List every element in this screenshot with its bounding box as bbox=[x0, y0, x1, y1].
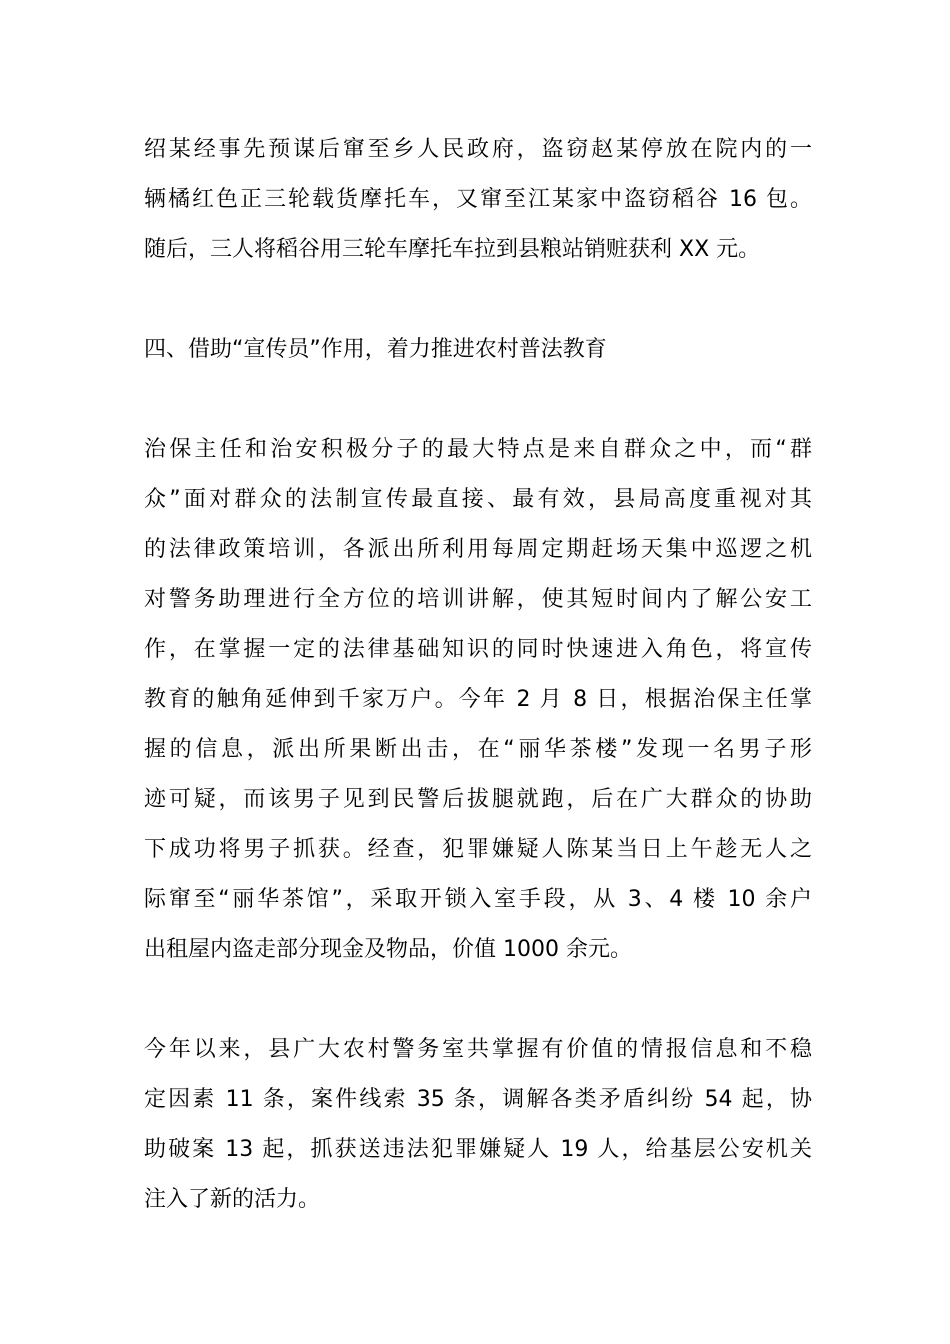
text-line: 助破案 13 起，抓获送违法犯罪嫌疑人 19 人，给基层公安机关 bbox=[144, 1137, 812, 1162]
paragraph-statistics bbox=[144, 1025, 812, 1225]
text-line: 随后，三人将稻谷用三轮车摩托车拉到县粮站销赃获利 XX 元。 bbox=[144, 237, 761, 262]
paragraph-spacer bbox=[144, 275, 812, 325]
text-line: 定因素 11 条，案件线索 35 条，调解各类矛盾纠纷 54 起，协 bbox=[144, 1087, 812, 1112]
text-line: 出租屋内盗走部分现金及物品，价值 1000 余元。 bbox=[144, 937, 632, 962]
text-line: 绍某经事先预谋后窜至乡人民政府，盗窃赵某停放在院内的一 bbox=[144, 137, 812, 162]
text-line: 际窜至“丽华茶馆”，采取开锁入室手段，从 3、4 楼 10 余户 bbox=[144, 887, 812, 912]
text-line: 辆橘红色正三轮载货摩托车，又窜至江某家中盗窃稻谷 16 包。 bbox=[144, 187, 812, 212]
paragraph-theft-case bbox=[144, 125, 812, 275]
text-line: 作，在掌握一定的法律基础知识的同时快速进入角色，将宣传 bbox=[144, 637, 812, 662]
paragraph-spacer bbox=[144, 975, 812, 1025]
section-heading: 四、借助“宣传员”作用，着力推进农村普法教育 bbox=[144, 337, 607, 362]
text-line: 下成功将男子抓获。经查，犯罪嫌疑人陈某当日上午趁无人之 bbox=[144, 837, 812, 862]
text-line: 今年以来，县广大农村警务室共掌握有价值的情报信息和不稳 bbox=[144, 1037, 812, 1062]
text-line: 教育的触角延伸到千家万户。今年 2 月 8 日，根据治保主任掌 bbox=[144, 687, 812, 712]
text-line: 的法律政策培训，各派出所利用每周定期赶场天集中巡逻之机 bbox=[144, 537, 812, 562]
paragraph-legal-education bbox=[144, 425, 812, 975]
text-line: 注入了新的活力。 bbox=[144, 1187, 321, 1212]
text-line: 对警务助理进行全方位的培训讲解，使其短时间内了解公安工 bbox=[144, 587, 812, 612]
text-line: 迹可疑，而该男子见到民警后拔腿就跑，后在广大群众的协助 bbox=[144, 787, 812, 812]
text-line: 众”面对群众的法制宣传最直接、最有效，县局高度重视对其 bbox=[144, 487, 812, 512]
paragraph-spacer bbox=[144, 375, 812, 425]
text-line: 治保主任和治安积极分子的最大特点是来自群众之中，而“群 bbox=[144, 437, 812, 462]
document-body bbox=[144, 125, 812, 1225]
text-line: 握的信息，派出所果断出击，在“丽华茶楼”发现一名男子形 bbox=[144, 737, 812, 762]
